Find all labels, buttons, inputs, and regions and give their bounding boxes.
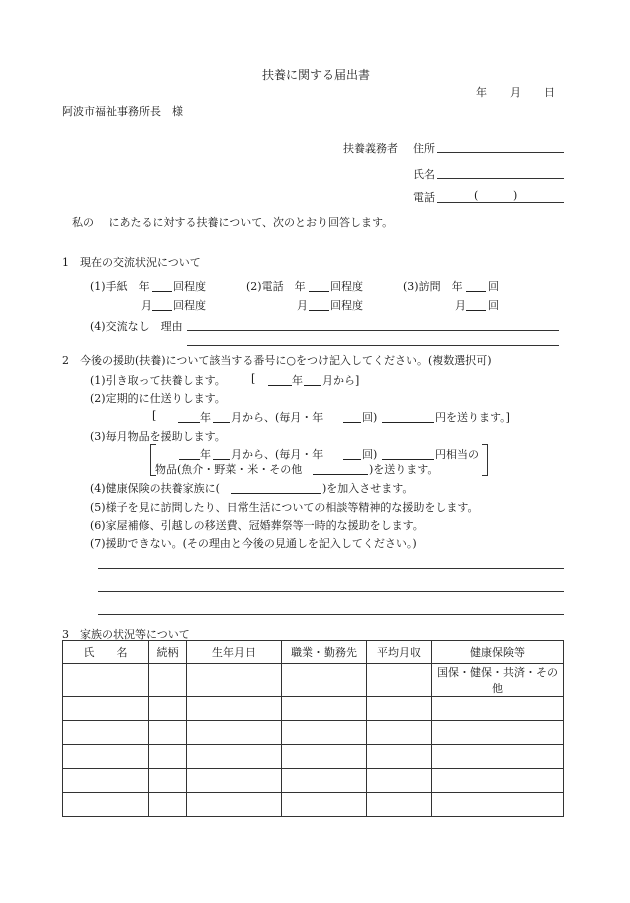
table-cell[interactable] — [282, 793, 367, 817]
letter-month-label: 月 — [141, 299, 152, 312]
table-cell[interactable] — [187, 769, 282, 793]
phone-contact-label: (2)電話 年 — [246, 280, 306, 293]
table-cell[interactable] — [149, 793, 187, 817]
name-label: 氏名 — [413, 168, 435, 181]
take-in-year-field[interactable] — [268, 373, 292, 386]
goods-other-field[interactable] — [313, 462, 368, 475]
health-insurance-field[interactable] — [231, 481, 321, 494]
section2-heading: 2 今後の援助(扶養)について該当する番号に○をつけ記入してください。(複数選択可) — [62, 354, 492, 367]
table-cell[interactable] — [367, 664, 432, 697]
option-visit-support[interactable]: (5)様子を見に訪問したり、日常生活についての相談等精神的な援助をします。 — [90, 501, 479, 514]
visit-label: (3)訪問 年 — [403, 280, 463, 293]
date-month-label: 月 — [510, 86, 521, 99]
table-cell[interactable] — [432, 793, 564, 817]
date-year-label: 年 — [476, 86, 487, 99]
goods-times-label: 回) — [362, 448, 378, 461]
remittance-amount-label: 円を送ります。] — [435, 411, 510, 424]
option-health-insurance[interactable]: (4)健康保険の扶養家族に( — [90, 482, 220, 495]
take-in-year-label: 年 — [292, 374, 303, 387]
goods-value-field[interactable] — [382, 447, 434, 460]
table-cell[interactable] — [187, 697, 282, 721]
letter-monthly-field[interactable] — [152, 298, 172, 311]
table-cell[interactable] — [187, 745, 282, 769]
goods-times-field[interactable] — [343, 447, 361, 460]
remittance-times-label: 回) — [362, 411, 378, 424]
table-cell[interactable] — [63, 697, 149, 721]
table-cell[interactable] — [367, 745, 432, 769]
addressee: 阿波市福祉事務所長 様 — [62, 105, 183, 118]
table-cell[interactable] — [149, 769, 187, 793]
remittance-times-field[interactable] — [343, 410, 361, 423]
date-day-label: 日 — [544, 86, 555, 99]
remittance-month-field[interactable] — [213, 410, 230, 423]
col-occupation: 職業・勤務先 — [282, 641, 367, 664]
take-in-month-label: 月から] — [322, 374, 360, 387]
goods-types-suffix: )を送ります。 — [369, 463, 439, 476]
phone-yearly-suffix: 回程度 — [330, 280, 363, 293]
col-relationship: 続柄 — [149, 641, 187, 664]
option-one-time-support[interactable]: (6)家屋補修、引越しの移送費、冠婚葬祭等一時的な援助をします。 — [90, 519, 424, 532]
take-in-month-field[interactable] — [304, 373, 321, 386]
table-cell[interactable] — [367, 721, 432, 745]
table-cell[interactable] — [187, 664, 282, 697]
table-cell[interactable] — [187, 721, 282, 745]
option-no-support[interactable]: (7)援助できない。(その理由と今後の見通しを記入してください。) — [90, 537, 417, 550]
table-cell[interactable] — [432, 721, 564, 745]
goods-year-label: 年 — [200, 448, 211, 461]
table-cell[interactable] — [432, 697, 564, 721]
no-contact-label: (4)交流なし 理由 — [90, 320, 183, 333]
form-title: 扶養に関する届出書 — [262, 68, 371, 82]
table-cell[interactable] — [282, 745, 367, 769]
remittance-bracket: [ — [152, 409, 157, 422]
intro-text: 私の にあたるに対する扶養について、次のとおり回答します。 — [72, 216, 394, 229]
no-support-reason-line-2[interactable] — [98, 591, 564, 592]
table-cell[interactable] — [149, 745, 187, 769]
col-birthdate: 生年月日 — [187, 641, 282, 664]
table-cell[interactable] — [432, 769, 564, 793]
visit-yearly-suffix: 回 — [488, 280, 499, 293]
table-cell[interactable] — [149, 664, 187, 697]
insurance-type-note: 国保・健保・共済・その他 — [432, 664, 564, 697]
name-field[interactable] — [437, 178, 564, 179]
table-cell[interactable] — [63, 664, 149, 697]
letter-yearly-suffix: 回程度 — [173, 280, 206, 293]
letter-yearly-field[interactable] — [152, 279, 172, 292]
table-row — [63, 769, 564, 793]
col-monthly-income: 平均月収 — [367, 641, 432, 664]
phone-month-label: 月 — [297, 299, 308, 312]
table-row — [63, 697, 564, 721]
visit-monthly-field[interactable] — [466, 298, 486, 311]
option-take-in[interactable]: (1)引き取って扶養します。 — [90, 374, 226, 387]
phone-yearly-field[interactable] — [309, 279, 329, 292]
no-contact-reason-line-1[interactable] — [187, 330, 559, 331]
table-cell[interactable] — [63, 745, 149, 769]
section3-heading: 3 家族の状況等について — [62, 628, 190, 641]
address-field[interactable] — [437, 152, 564, 153]
table-cell[interactable] — [367, 697, 432, 721]
remittance-amount-field[interactable] — [382, 410, 434, 423]
table-cell[interactable] — [282, 769, 367, 793]
table-cell[interactable] — [63, 721, 149, 745]
table-cell[interactable] — [432, 745, 564, 769]
goods-month-field[interactable] — [213, 447, 230, 460]
visit-yearly-field[interactable] — [466, 279, 486, 292]
obligor-label: 扶養義務者 — [343, 142, 398, 155]
letter-label: (1)手紙 年 — [90, 280, 150, 293]
table-row — [63, 793, 564, 817]
remittance-year-field[interactable] — [178, 410, 200, 423]
visit-month-label: 月 — [455, 299, 466, 312]
take-in-bracket: [ — [251, 372, 256, 385]
table-cell[interactable] — [282, 697, 367, 721]
letter-monthly-suffix: 回程度 — [173, 299, 206, 312]
option-goods[interactable]: (3)毎月物品を援助します。 — [90, 430, 226, 443]
address-label: 住所 — [413, 142, 435, 155]
remittance-year-label: 年 — [200, 411, 211, 424]
table-cell[interactable] — [282, 721, 367, 745]
visit-monthly-suffix: 回 — [488, 299, 499, 312]
section1-heading: 1 現在の交流状況について — [62, 256, 201, 269]
remittance-period-label: 月から、(毎月・年 — [231, 411, 324, 424]
table-cell[interactable] — [282, 664, 367, 697]
health-insurance-suffix: )を加入させます。 — [322, 482, 414, 495]
table-row — [63, 721, 564, 745]
phone-paren-open: ( — [474, 189, 479, 202]
phone-paren-close: ) — [513, 189, 518, 202]
table-row — [63, 745, 564, 769]
phone-monthly-suffix: 回程度 — [330, 299, 363, 312]
table-cell[interactable] — [63, 793, 149, 817]
phone-field[interactable] — [437, 202, 564, 203]
no-contact-reason-line-2[interactable] — [187, 345, 559, 346]
option-remittance[interactable]: (2)定期的に仕送りします。 — [90, 392, 226, 405]
table-cell[interactable] — [149, 721, 187, 745]
table-cell[interactable] — [187, 793, 282, 817]
col-name: 氏 名 — [63, 641, 149, 664]
no-support-reason-line-3[interactable] — [98, 614, 564, 615]
table-cell[interactable] — [63, 769, 149, 793]
goods-year-field[interactable] — [179, 447, 200, 460]
goods-types-label: 物品(魚介・野菜・米・その他 — [155, 463, 303, 476]
col-health-insurance: 健康保険等 — [432, 641, 564, 664]
table-cell[interactable] — [367, 793, 432, 817]
goods-bracket-right — [482, 444, 488, 476]
table-cell[interactable] — [149, 697, 187, 721]
family-table — [62, 640, 564, 817]
phone-label: 電話 — [413, 191, 435, 204]
table-cell[interactable] — [367, 769, 432, 793]
goods-value-label: 円相当の — [435, 448, 479, 461]
no-support-reason-line-1[interactable] — [98, 568, 564, 569]
phone-monthly-field[interactable] — [309, 298, 329, 311]
goods-period-label: 月から、(毎月・年 — [231, 448, 324, 461]
